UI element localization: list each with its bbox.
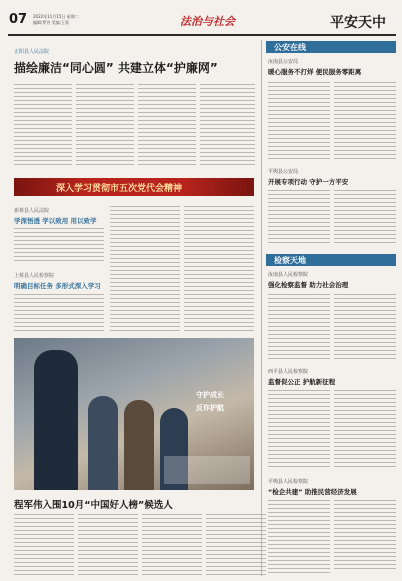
- right-title-1: 暖心服务不打烊 便民服务零距离: [268, 68, 362, 76]
- bottom-body-col-4: [206, 514, 266, 576]
- right-body-3a: [268, 390, 330, 470]
- right-kicker-2: 汝南县人民检察院: [268, 272, 309, 278]
- right-kicker-1b: 平舆县公安局: [268, 169, 299, 175]
- photo-caption-line-1: 守护成长: [196, 390, 224, 399]
- right-title-3: 监督促公正 护航新征程: [268, 378, 336, 386]
- bottom-body-col-1: [14, 514, 74, 576]
- banner-body-col-1: [110, 206, 180, 332]
- bottom-story-title: 程军伟入围10月“中国好人榜”候选人: [14, 500, 173, 511]
- section-bar-procuratorate: [266, 254, 396, 266]
- bottom-body-col-3: [142, 514, 202, 576]
- theme-banner: [14, 178, 254, 196]
- photo-figure-child-1: [88, 396, 118, 490]
- lead-body-col-1: [14, 84, 72, 168]
- banner-body-col-2: [184, 206, 254, 332]
- right-kicker-4: 平舆县人民检察院: [268, 479, 309, 485]
- news-photo: [14, 338, 254, 490]
- right-body-1c: [268, 190, 330, 246]
- right-body-3b: [334, 390, 396, 470]
- page-number: 07: [9, 12, 28, 27]
- right-kicker-3: 西平县人民检察院: [268, 369, 309, 375]
- right-title-1b: 开展专项行动 守护一方平安: [268, 178, 349, 186]
- story-body-1: [14, 228, 104, 264]
- photo-caption-line-2: 反诈护航: [196, 403, 224, 412]
- section-label-police: 公安在线: [274, 43, 306, 52]
- lead-body-col-3: [138, 84, 196, 168]
- story-kicker-2: 上蔡县人民检察院: [14, 273, 55, 279]
- masthead-rule: [8, 34, 396, 36]
- photo-caption-box: [196, 390, 246, 422]
- right-body-1b: [334, 82, 396, 160]
- right-body-4b: [334, 500, 396, 570]
- section-label-procuratorate: 检察天地: [274, 256, 306, 265]
- lead-kicker: 正阳县人民法院: [14, 49, 50, 55]
- lead-title: 描绘廉洁“同心圆” 共建立体“护廉网”: [14, 61, 218, 75]
- photo-figure-officer: [34, 350, 78, 490]
- story-kicker-1: 新蔡县人民法院: [14, 208, 50, 214]
- banner-text: 深入学习贯彻市五次党代会精神: [56, 184, 183, 194]
- right-title-2: 强化检察监督 助力社会治理: [268, 281, 349, 289]
- column-divider: [261, 40, 262, 576]
- story-body-2: [14, 294, 104, 332]
- editor-info: 编辑:罗芳 美编:王希: [33, 20, 69, 25]
- logo-text: 法治与社会: [180, 15, 235, 28]
- right-body-2a: [268, 294, 330, 360]
- story-title-2: 明确目标任务 多形式深入学习: [14, 282, 101, 290]
- date-info: 2022年11月15日 星期二: [33, 14, 79, 19]
- photo-caption-note: [164, 456, 250, 484]
- section-title: 平安天中: [330, 15, 386, 31]
- right-body-4a: [268, 500, 330, 576]
- lead-body-col-2: [76, 84, 134, 168]
- logo: [180, 10, 235, 29]
- photo-figure-child-2: [124, 400, 154, 490]
- right-body-2b: [334, 294, 396, 360]
- right-body-1d: [334, 190, 396, 246]
- right-body-1a: [268, 82, 330, 160]
- right-kicker-1: 汝南县公安局: [268, 59, 299, 65]
- section-bar-police: [266, 41, 396, 53]
- bottom-body-col-2: [78, 514, 138, 576]
- masthead: [0, 0, 402, 38]
- lead-body-col-4: [200, 84, 255, 168]
- right-title-4: “检企共建” 助推民营经济发展: [268, 488, 357, 496]
- story-title-1: 学深悟透 学以致用 用以致学: [14, 217, 97, 225]
